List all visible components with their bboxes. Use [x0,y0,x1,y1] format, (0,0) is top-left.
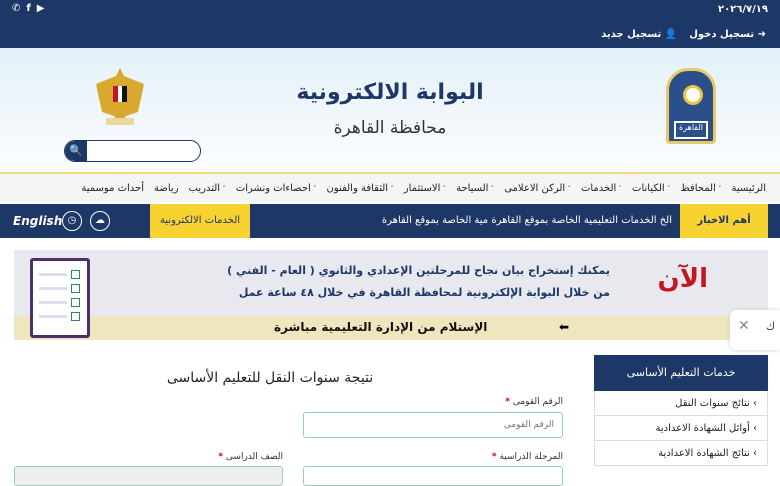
nav-item[interactable]: أحداث موسمية [81,182,145,194]
login-label: تسجيل دخول [689,29,755,40]
arrow-left-icon: ⬅ [559,320,570,334]
banner-line-1: يمكنك إستخراج بيان نجاح للمرحلتين الإعدادي والثانوي ( العام - الفني ) [227,264,610,277]
search-box[interactable] [64,140,201,162]
sidebar-title: خدمات التعليم الأساسى [594,355,768,391]
stage-select[interactable] [303,466,563,486]
search-icon[interactable]: 🔍 [65,141,87,161]
nav-item[interactable]: التدريب ˅ [189,183,226,194]
nav-item[interactable]: الاستثمار ˅ [404,183,446,194]
announcement-banner[interactable] [14,250,768,340]
sidebar-item[interactable]: › نتائج سنوات النقل [594,391,768,416]
cairo-logo[interactable] [666,68,716,144]
login-link[interactable]: ➜ تسجيل دخول [689,29,766,40]
banner-line-3: الإستلام من الإدارة التعليمية مباشرة [274,320,488,334]
nav-item[interactable]: الركن الاعلامى ˅ [504,183,571,194]
nav-item[interactable]: المحافظ ˅ [680,183,721,194]
facebook-icon[interactable]: f [26,3,31,14]
nav-item[interactable]: رياضة [154,182,179,194]
nav-item[interactable]: احصاءات ونشرات ˅ [236,183,317,194]
nav-item[interactable]: السياحة ˅ [456,183,494,194]
popup-text: ك [766,320,776,333]
site-subtitle: محافظة القاهرة [333,118,447,138]
header [0,48,780,172]
national-id-input[interactable] [303,412,563,438]
main-nav [0,174,780,202]
banner-now: الآن [657,264,708,294]
clock-icon[interactable]: ◷ [62,211,82,231]
nav-item[interactable]: الثقافة والفنون ˅ [327,183,394,194]
site-title: البوابة الالكترونية [296,80,484,105]
news-bar [0,204,780,238]
date: ٢٠٢٦/٧/١٩ [717,4,768,15]
cloud-icon[interactable]: ☁ [90,211,110,231]
popup-tab [730,310,780,350]
news-ticker[interactable]: الخ الخدمات التعليمية الخاصة بموقع القاهرة مية الخاصة بموقع القاهرة [381,215,672,226]
sidebar-item[interactable]: › أوائل الشهادة الاعدادية [594,416,768,441]
close-icon[interactable]: ✕ [738,318,750,334]
nav-item[interactable]: الكيانات ˅ [632,183,670,194]
register-link[interactable]: 👤 تسجيل جديد [601,29,678,40]
nav-item[interactable]: الرئيسية [731,182,766,194]
logo-text: القاهرة [674,121,708,139]
egypt-eagle-emblem [94,66,146,128]
nav-item[interactable]: الخدمات ˅ [581,183,622,194]
grade-select[interactable] [14,466,283,486]
register-label: تسجيل جديد [601,29,662,40]
sidebar-item-label: نتائج سنوات النقل [675,398,750,409]
auth-links [601,29,766,40]
news-label: أهم الاخبار [680,204,768,238]
eservices-button[interactable]: الخدمات الالكترونية [150,204,250,238]
logo-sun [683,85,703,105]
youtube-icon[interactable]: ▶ [36,3,45,14]
national-id-label: الرقم القومى * [505,397,563,407]
english-link[interactable]: English [13,214,63,228]
social-links [12,3,44,14]
form-title: نتيجة سنوات النقل للتعليم الأساسى [166,370,374,386]
whatsapp-icon[interactable]: ✆ [12,3,21,14]
sidebar-item-label: أوائل الشهادة الاعدادية [655,423,750,434]
stage-label: المرحلة الدراسية * [491,452,563,462]
sidebar-item-label: نتائج الشهادة الاعدادية [658,448,750,459]
top-bar [0,0,780,48]
banner-line-2: من خلال البوابة الإلكترونية لمحافظة القاهرة في خلال ٤٨ ساعة عمل [238,286,610,299]
sidebar-item[interactable]: › نتائج الشهادة الاعدادية [594,441,768,466]
grade-label: الصف الدراسى * [218,452,283,462]
clipboard-checklist-icon [30,258,90,338]
